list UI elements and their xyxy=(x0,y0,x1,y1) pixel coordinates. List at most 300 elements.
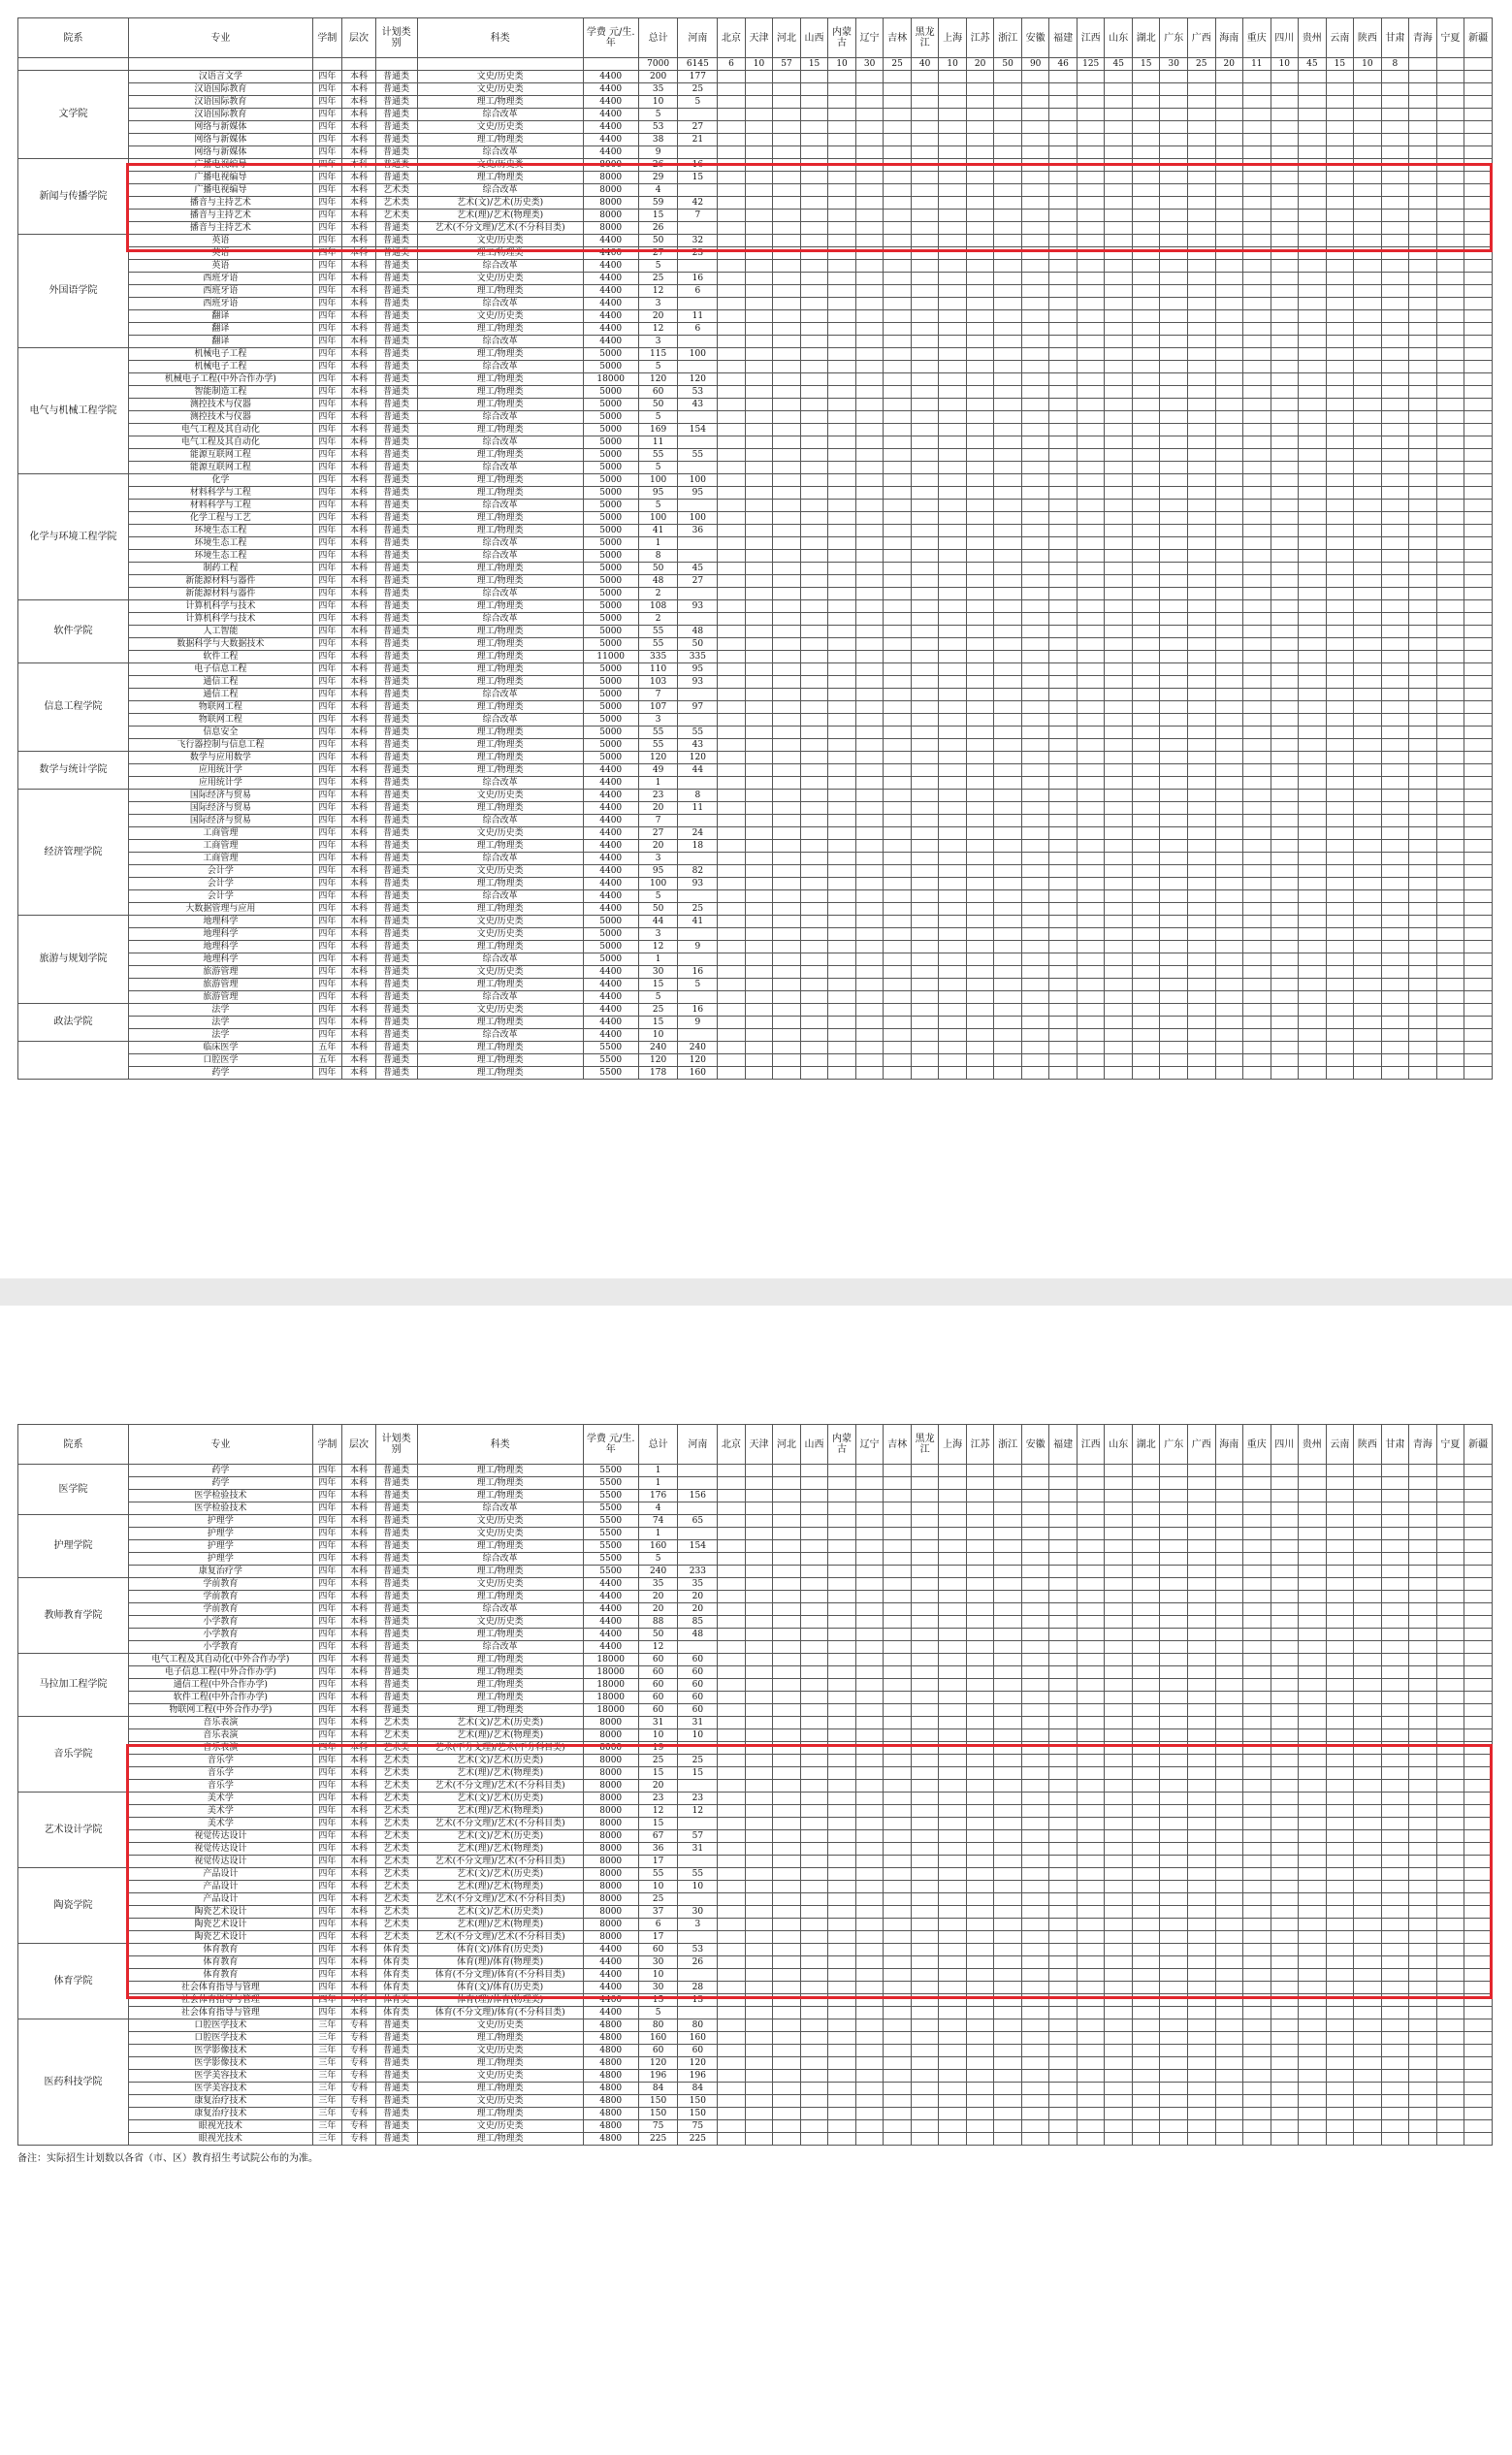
province-cell xyxy=(994,399,1022,411)
province-cell xyxy=(994,285,1022,298)
province-cell xyxy=(800,348,828,361)
province-cell xyxy=(745,121,773,134)
province-cell xyxy=(1354,575,1382,588)
table-row xyxy=(18,840,1493,853)
province-cell xyxy=(828,1843,856,1856)
total-cell: 5 xyxy=(638,1553,678,1566)
province-cell xyxy=(1381,1029,1409,1042)
province-cell xyxy=(718,764,746,777)
header-subject: 科类 xyxy=(417,18,583,58)
province-cell xyxy=(939,1666,967,1679)
subject-cell: 理工/物理类 xyxy=(417,638,583,651)
province-cell xyxy=(745,424,773,436)
province-cell xyxy=(855,109,884,121)
province-cell xyxy=(911,159,939,172)
duration-cell: 四年 xyxy=(312,1528,342,1540)
total-cell: 196 xyxy=(638,2070,678,2083)
province-cell xyxy=(773,563,801,575)
province-cell xyxy=(1299,285,1327,298)
province-cell xyxy=(828,500,856,512)
province-cell xyxy=(1299,2057,1327,2070)
province-cell xyxy=(1354,638,1382,651)
level-cell: 本科 xyxy=(342,411,376,424)
province-cell xyxy=(1021,1603,1049,1616)
province-cell xyxy=(1381,134,1409,146)
province-cell xyxy=(745,1982,773,1994)
province-cell xyxy=(718,1591,746,1603)
duration-cell: 四年 xyxy=(312,966,342,979)
province-cell xyxy=(1049,210,1078,222)
level-cell: 本科 xyxy=(342,1641,376,1654)
province-cell xyxy=(1436,1780,1464,1793)
henan-cell: 5 xyxy=(678,979,718,991)
plan-type-cell: 普通类 xyxy=(375,474,417,487)
fee-cell: 8000 xyxy=(583,1893,638,1906)
province-cell xyxy=(939,1591,967,1603)
province-cell xyxy=(745,1742,773,1755)
province-cell xyxy=(1049,2045,1078,2057)
province-cell xyxy=(1381,575,1409,588)
duration-cell: 四年 xyxy=(312,487,342,500)
province-cell xyxy=(1381,487,1409,500)
province-cell xyxy=(828,550,856,563)
province-cell xyxy=(828,1856,856,1868)
province-cell xyxy=(1049,1629,1078,1641)
province-cell xyxy=(939,1017,967,1029)
province-cell xyxy=(828,815,856,827)
province-cell xyxy=(745,1591,773,1603)
province-cell xyxy=(1021,210,1049,222)
province-cell xyxy=(1381,285,1409,298)
province-cell xyxy=(939,878,967,890)
province-cell xyxy=(1354,159,1382,172)
province-cell xyxy=(773,714,801,727)
table-row xyxy=(18,1994,1493,2007)
province-cell xyxy=(745,575,773,588)
fee-cell: 18000 xyxy=(583,1692,638,1704)
province-cell xyxy=(773,260,801,273)
province-cell xyxy=(939,928,967,941)
province-cell xyxy=(745,537,773,550)
province-cell xyxy=(1464,638,1493,651)
duration-cell: 四年 xyxy=(312,449,342,462)
province-cell xyxy=(1021,1843,1049,1856)
province-cell xyxy=(939,802,967,815)
province-cell xyxy=(855,1956,884,1969)
province-cell xyxy=(1160,600,1188,613)
province-cell xyxy=(718,1553,746,1566)
province-cell xyxy=(1464,500,1493,512)
province-cell xyxy=(800,651,828,663)
subject-cell: 综合改革 xyxy=(417,537,583,550)
duration-cell: 四年 xyxy=(312,500,342,512)
province-cell xyxy=(800,2019,828,2032)
subject-cell: 综合改革 xyxy=(417,777,583,790)
province-cell xyxy=(855,1931,884,1944)
province-cell xyxy=(1132,802,1160,815)
level-cell: 专科 xyxy=(342,2070,376,2083)
table-row xyxy=(18,474,1493,487)
henan-cell: 233 xyxy=(678,1566,718,1578)
header-duration: 学制 xyxy=(312,18,342,58)
province-cell xyxy=(994,172,1022,184)
table-row xyxy=(18,1717,1493,1729)
province-cell xyxy=(855,273,884,285)
province-cell xyxy=(1436,689,1464,701)
major-cell: 播音与主持艺术 xyxy=(129,210,312,222)
plan-type-cell: 艺术类 xyxy=(375,1931,417,1944)
henan-cell: 150 xyxy=(678,2095,718,2108)
province-cell xyxy=(1243,222,1271,235)
province-cell xyxy=(939,890,967,903)
province-cell xyxy=(911,1490,939,1502)
province-cell xyxy=(1299,298,1327,310)
province-cell xyxy=(1160,1067,1188,1080)
province-cell xyxy=(1381,1780,1409,1793)
province-cell xyxy=(1354,2032,1382,2045)
province-cell xyxy=(773,172,801,184)
fee-cell: 5000 xyxy=(583,714,638,727)
total-cell: 5 xyxy=(638,109,678,121)
province-cell xyxy=(1436,1540,1464,1553)
subject-cell: 文史/历史类 xyxy=(417,827,583,840)
province-cell xyxy=(718,827,746,840)
province-cell xyxy=(884,2007,912,2019)
subject-cell: 文史/历史类 xyxy=(417,1004,583,1017)
province-cell xyxy=(1464,1843,1493,1856)
province-cell xyxy=(1215,1919,1243,1931)
province-cell xyxy=(1132,361,1160,373)
province-cell xyxy=(939,600,967,613)
province-cell xyxy=(800,840,828,853)
province-cell xyxy=(911,1969,939,1982)
province-cell xyxy=(994,1566,1022,1578)
province-cell xyxy=(1215,373,1243,386)
plan-type-cell: 普通类 xyxy=(375,1004,417,1017)
province-cell xyxy=(1436,1616,1464,1629)
province-cell xyxy=(1243,1893,1271,1906)
province-cell xyxy=(1021,462,1049,474)
table-row xyxy=(18,411,1493,424)
province-cell xyxy=(828,1704,856,1717)
province-cell xyxy=(1354,1477,1382,1490)
province-cell xyxy=(1215,184,1243,197)
province-cell xyxy=(911,1029,939,1042)
plan-type-cell: 普通类 xyxy=(375,83,417,96)
province-cell xyxy=(1160,1641,1188,1654)
province-cell xyxy=(1436,1515,1464,1528)
province-cell xyxy=(1021,1729,1049,1742)
province-cell xyxy=(773,96,801,109)
province-cell xyxy=(1105,172,1133,184)
province-cell xyxy=(1105,2019,1133,2032)
henan-cell xyxy=(678,1528,718,1540)
province-cell xyxy=(1436,651,1464,663)
province-cell xyxy=(1077,121,1105,134)
plan-type-cell: 普通类 xyxy=(375,2019,417,2032)
province-cell xyxy=(1299,890,1327,903)
province-cell xyxy=(1215,953,1243,966)
province-cell xyxy=(884,247,912,260)
duration-cell: 四年 xyxy=(312,651,342,663)
province-cell xyxy=(1436,2032,1464,2045)
province-cell xyxy=(855,512,884,525)
table-row xyxy=(18,449,1493,462)
province-cell xyxy=(1354,424,1382,436)
province-cell xyxy=(1243,1477,1271,1490)
province-cell xyxy=(1160,373,1188,386)
province-cell xyxy=(1381,1566,1409,1578)
province-cell xyxy=(1326,1818,1354,1830)
province-cell xyxy=(745,235,773,247)
province-cell xyxy=(1326,83,1354,96)
province-cell xyxy=(1243,260,1271,273)
province-cell xyxy=(1354,1994,1382,2007)
henan-cell: 43 xyxy=(678,399,718,411)
total-cell: 2 xyxy=(638,613,678,626)
province-cell xyxy=(1132,953,1160,966)
province-cell xyxy=(773,348,801,361)
province-cell xyxy=(1160,1969,1188,1982)
province-cell xyxy=(911,626,939,638)
subject-cell: 体育(不分文理)/体育(不分科目类) xyxy=(417,1969,583,1982)
province-cell xyxy=(1188,222,1216,235)
province-cell xyxy=(1326,676,1354,689)
province-cell xyxy=(773,1515,801,1528)
province-cell xyxy=(1049,1956,1078,1969)
major-cell: 医学影像技术 xyxy=(129,2057,312,2070)
plan-type-cell: 普通类 xyxy=(375,235,417,247)
province-cell xyxy=(1215,701,1243,714)
province-cell xyxy=(1077,2083,1105,2095)
province-cell xyxy=(1049,1881,1078,1893)
province-cell xyxy=(1464,1767,1493,1780)
province-cell xyxy=(718,575,746,588)
duration-cell: 四年 xyxy=(312,1906,342,1919)
province-cell xyxy=(1188,71,1216,83)
province-cell xyxy=(828,626,856,638)
province-cell xyxy=(855,1654,884,1666)
subject-cell: 理工/物理类 xyxy=(417,424,583,436)
province-cell xyxy=(1021,865,1049,878)
province-cell xyxy=(1188,336,1216,348)
province-cell xyxy=(1049,941,1078,953)
total-cell: 25 xyxy=(638,273,678,285)
college-cell: 旅游与规划学院 xyxy=(18,916,129,1004)
province-cell xyxy=(1326,764,1354,777)
province-cell xyxy=(1243,1856,1271,1868)
province-cell xyxy=(1271,865,1299,878)
province-cell xyxy=(1354,273,1382,285)
province-cell xyxy=(1354,626,1382,638)
province-cell xyxy=(1049,1042,1078,1054)
fee-cell: 4400 xyxy=(583,96,638,109)
province-cell xyxy=(911,1616,939,1629)
province-cell xyxy=(1381,827,1409,840)
subject-cell: 理工/物理类 xyxy=(417,1591,583,1603)
province-cell xyxy=(911,1603,939,1616)
province-cell xyxy=(1326,121,1354,134)
province-cell xyxy=(939,1465,967,1477)
plan-type-cell: 艺术类 xyxy=(375,1906,417,1919)
subject-cell: 理工/物理类 xyxy=(417,575,583,588)
total-cell: 55 xyxy=(638,449,678,462)
major-cell: 西班牙语 xyxy=(129,273,312,285)
province-cell xyxy=(1299,2095,1327,2108)
province-cell xyxy=(884,1956,912,1969)
province-cell xyxy=(1409,2083,1437,2095)
province-cell xyxy=(1326,1767,1354,1780)
province-cell xyxy=(745,979,773,991)
province-cell xyxy=(966,1679,994,1692)
total-cell: 48 xyxy=(638,575,678,588)
province-cell xyxy=(1215,512,1243,525)
province-cell xyxy=(1049,953,1078,966)
province-cell xyxy=(966,727,994,739)
province-cell xyxy=(1021,663,1049,676)
province-cell xyxy=(1215,1666,1243,1679)
province-cell xyxy=(1105,701,1133,714)
province-cell xyxy=(966,1578,994,1591)
province-cell xyxy=(855,1578,884,1591)
duration-cell: 四年 xyxy=(312,1919,342,1931)
province-cell xyxy=(1354,878,1382,890)
province-cell xyxy=(1105,2045,1133,2057)
province-cell xyxy=(911,235,939,247)
province-cell xyxy=(1215,878,1243,890)
province-cell xyxy=(1105,1042,1133,1054)
major-cell: 化学工程与工艺 xyxy=(129,512,312,525)
summary-cell xyxy=(18,58,129,71)
province-cell xyxy=(800,878,828,890)
province-cell xyxy=(884,260,912,273)
province-cell xyxy=(1243,210,1271,222)
total-cell: 100 xyxy=(638,512,678,525)
province-cell xyxy=(1160,310,1188,323)
province-cell xyxy=(1326,1515,1354,1528)
province-cell xyxy=(1271,172,1299,184)
province-cell xyxy=(1436,235,1464,247)
province-cell xyxy=(1215,613,1243,626)
province-cell xyxy=(1105,563,1133,575)
henan-cell xyxy=(678,1477,718,1490)
province-cell xyxy=(1464,575,1493,588)
total-cell: 20 xyxy=(638,802,678,815)
province-cell xyxy=(966,878,994,890)
province-cell xyxy=(939,1054,967,1067)
province-cell xyxy=(1160,1477,1188,1490)
province-cell xyxy=(1215,424,1243,436)
province-cell xyxy=(1132,1067,1160,1080)
major-cell: 汉语国际教育 xyxy=(129,109,312,121)
fee-cell: 4800 xyxy=(583,2019,638,2032)
province-cell xyxy=(1243,928,1271,941)
province-cell xyxy=(855,1591,884,1603)
province-cell xyxy=(1132,1805,1160,1818)
total-cell: 150 xyxy=(638,2095,678,2108)
college-cell: 音乐学院 xyxy=(18,1717,129,1793)
province-cell xyxy=(745,273,773,285)
province-cell xyxy=(1243,449,1271,462)
province-cell xyxy=(1243,1629,1271,1641)
table-row xyxy=(18,134,1493,146)
province-cell xyxy=(1049,474,1078,487)
province-cell xyxy=(1243,336,1271,348)
total-cell: 20 xyxy=(638,1591,678,1603)
major-cell: 软件工程(中外合作办学) xyxy=(129,1692,312,1704)
province-cell xyxy=(1021,323,1049,336)
province-cell xyxy=(1243,525,1271,537)
province-cell xyxy=(1464,134,1493,146)
province-cell xyxy=(1271,1679,1299,1692)
province-cell xyxy=(939,1843,967,1856)
province-cell xyxy=(994,752,1022,764)
province-cell xyxy=(1188,979,1216,991)
province-cell xyxy=(884,146,912,159)
province-cell xyxy=(994,1755,1022,1767)
province-cell xyxy=(1021,537,1049,550)
province-cell xyxy=(1409,739,1437,752)
province-cell xyxy=(1160,550,1188,563)
summary-province-count xyxy=(1436,58,1464,71)
province-cell xyxy=(966,651,994,663)
province-cell xyxy=(855,777,884,790)
province-cell xyxy=(1436,1893,1464,1906)
province-cell xyxy=(884,689,912,701)
fee-cell: 4400 xyxy=(583,1982,638,1994)
duration-cell: 四年 xyxy=(312,1654,342,1666)
province-cell xyxy=(1271,411,1299,424)
province-cell xyxy=(1381,752,1409,764)
province-cell xyxy=(1299,928,1327,941)
province-cell xyxy=(828,1919,856,1931)
province-cell xyxy=(1021,1054,1049,1067)
province-cell xyxy=(1409,373,1437,386)
henan-cell xyxy=(678,537,718,550)
province-cell xyxy=(1381,525,1409,537)
henan-cell: 25 xyxy=(678,83,718,96)
fee-cell: 4400 xyxy=(583,827,638,840)
province-cell xyxy=(773,184,801,197)
province-cell xyxy=(994,941,1022,953)
province-cell xyxy=(1132,764,1160,777)
province-cell xyxy=(773,840,801,853)
province-cell xyxy=(1021,386,1049,399)
table-row xyxy=(18,1654,1493,1666)
header-province: 宁夏 xyxy=(1436,1425,1464,1465)
province-cell xyxy=(1215,1704,1243,1717)
total-cell: 178 xyxy=(638,1067,678,1080)
province-cell xyxy=(1271,1956,1299,1969)
province-cell xyxy=(939,2007,967,2019)
province-cell xyxy=(1021,1704,1049,1717)
province-cell xyxy=(800,500,828,512)
province-cell xyxy=(1105,1729,1133,1742)
plan-type-cell: 艺术类 xyxy=(375,1793,417,1805)
province-cell xyxy=(1077,739,1105,752)
province-cell xyxy=(1381,2045,1409,2057)
province-cell xyxy=(1188,2045,1216,2057)
province-cell xyxy=(718,1906,746,1919)
province-cell xyxy=(939,1982,967,1994)
province-cell xyxy=(994,83,1022,96)
table-row xyxy=(18,361,1493,373)
province-cell xyxy=(1105,1591,1133,1603)
province-cell xyxy=(1243,953,1271,966)
province-cell xyxy=(1299,1830,1327,1843)
province-cell xyxy=(718,1755,746,1767)
province-cell xyxy=(800,1029,828,1042)
